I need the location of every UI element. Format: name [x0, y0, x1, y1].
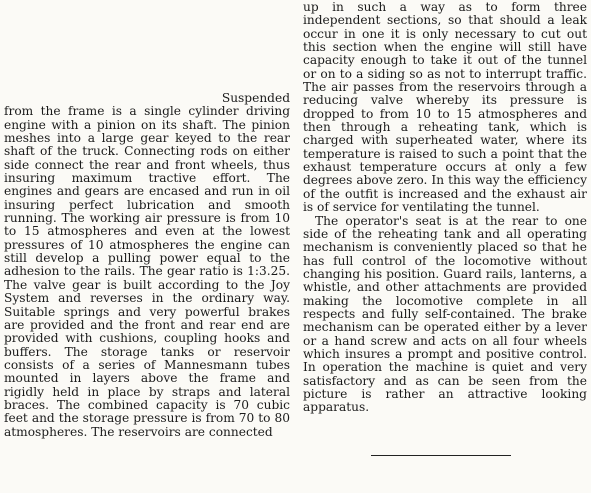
end-rule — [371, 455, 511, 456]
paragraph-engine-description: from the frame is a single cylinder driving engine with a pinion on its shaft. The pinion meshes into a large gear keyed to the rear shaft of the truck. Connecting rods on either side connect the rear and front wheels, thus insuring maximum tractive effort. The engines and gears are encased and run in oil insuring perfect lubrication and smooth running. The working air pressure is from 10 to 15 atmospheres and even at the lowest pressures of 10 atmospheres the engine can still develop a pulling power equal to the adhesion to the rails. The gear ratio is 1:3.25. The valve gear is built according to the Joy System and reverses in the ordinary way. Suitable springs and very powerful brakes are provided and the front and rear end are provided with cushions, coupling hooks and buffers. The storage tanks or reservoir consists of a series of Mannesmann tubes mounted in layers above the frame and rigidly held in place by straps and lateral braces. The combined capacity is 70 cubic feet and the storage pressure is from 70 to 80 atmospheres. The reservoirs are connected — [4, 104, 290, 439]
paragraph-reservoir-sections: up in such a way as to form three independent sections, so that should a leak occur in one it is only necessary to cut out this section when the engine will still have capacity enough to take it out of the tunnel or on to a siding so as not to interrupt traffic. The air passes from the reservoirs through a reducing valve whereby its pressure is dropped to from 10 to 15 atmospheres and then through a reheating tank, which is charged with superheated water, where its temperature is raised to such a point that the exhaust temperature occurs at only a few degrees above zero. In this way the efficiency of the outfit is increased and the exhaust air is of service for ventilating the tunnel. — [303, 0, 587, 215]
left-column — [4, 92, 290, 439]
paragraph-operator-seat: The operator's seat is at the rear to one side of the reheating tank and all operating mechanism is conveniently placed so that he has full control of the locomotive without changing his position. Guard rails, lanterns, a whistle, and other attachments are provided making the locomotive complete in all respects and fully self-contained. The brake mechanism can be operated either by a lever or a hand screw and acts on all four wheels which insures a prompt and positive control. In operation the machine is quiet and very satisfactory and as can be seen from the picture is rather an attractive looking apparatus. — [303, 213, 587, 415]
right-column — [303, 1, 587, 415]
paragraph-lead-word: Suspended — [221, 91, 290, 105]
